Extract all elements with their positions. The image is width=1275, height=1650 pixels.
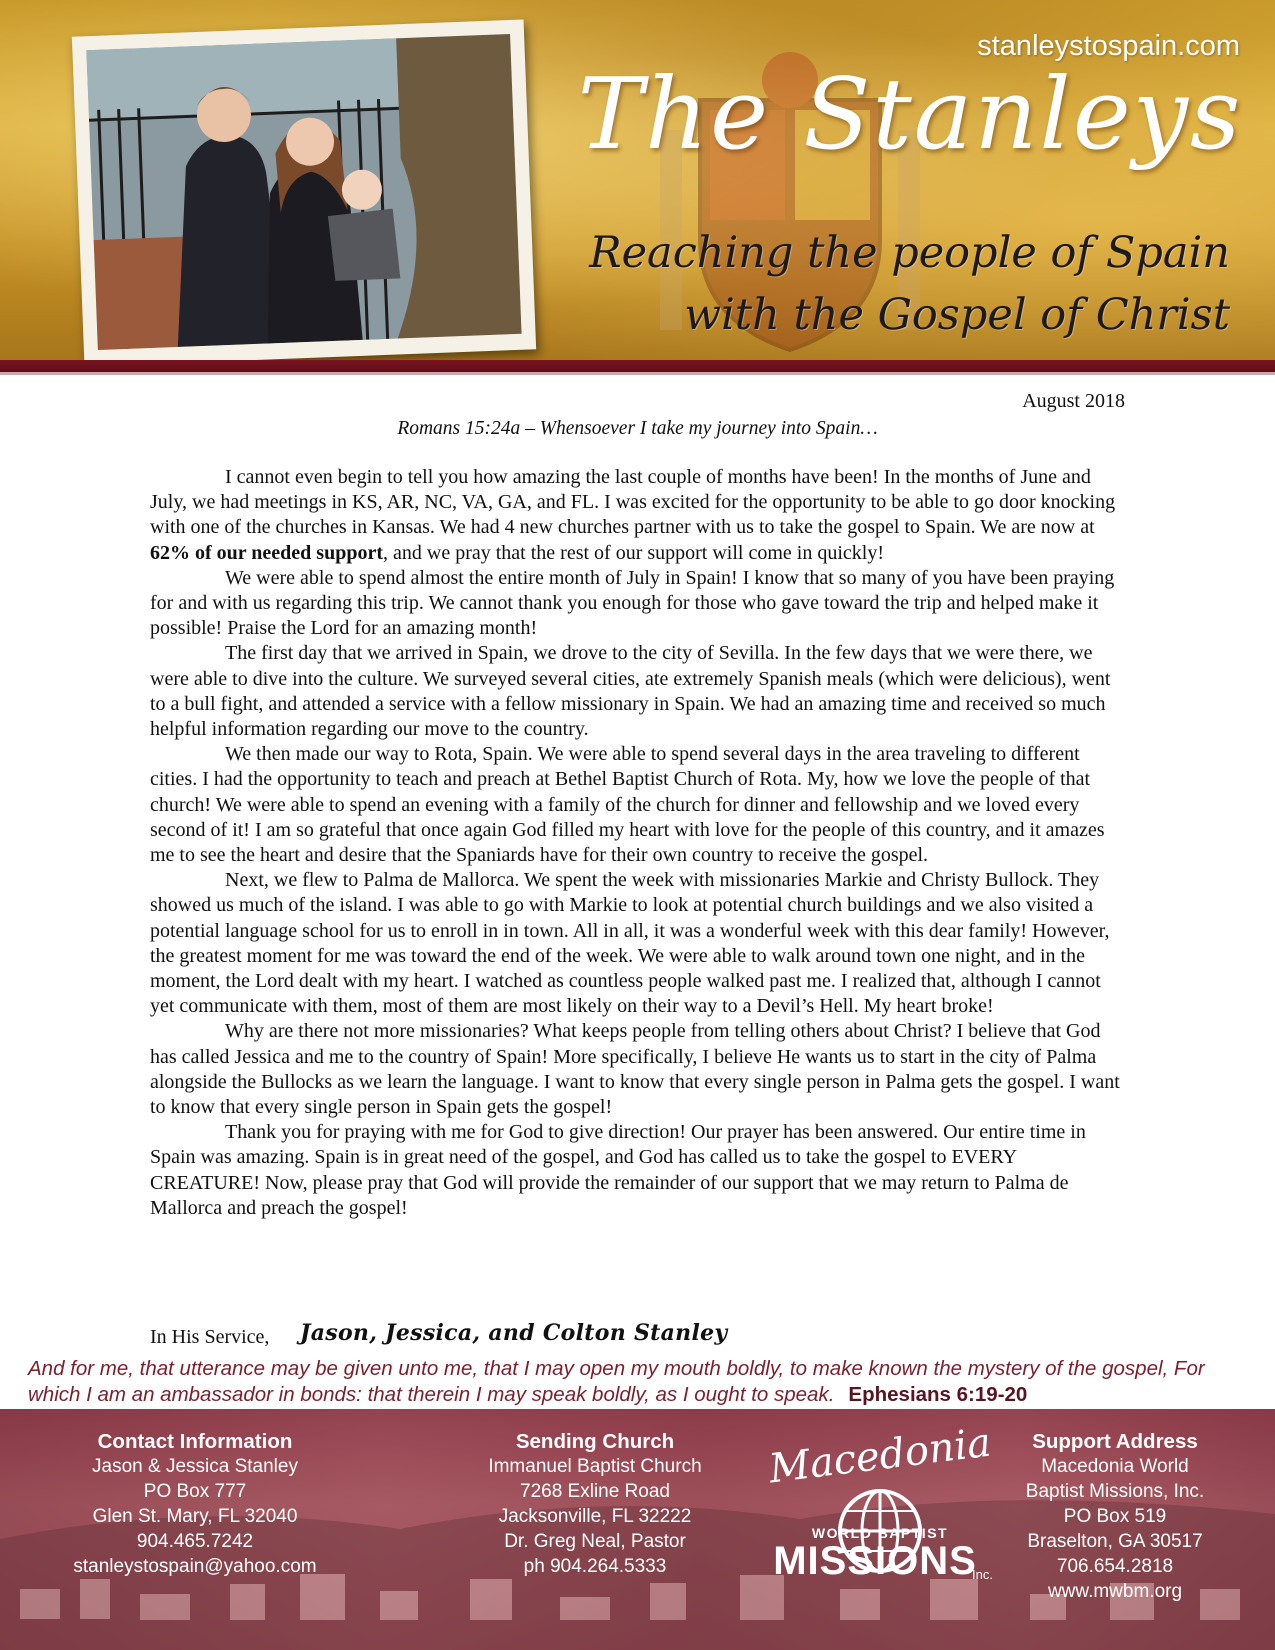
support-org-line-2: Baptist Missions, Inc. [1025, 1481, 1205, 1502]
logo-subtitle: WORLD BAPTIST [811, 1525, 949, 1541]
paragraph-7: Thank you for praying with me for God to give direction! Our prayer has been answered. Our entire time in Spain was amazing. Spain is in great need of the gospel, and God has called us to take the gospel to EVERY CREATURE! Now, please pray that God will provide the remainder of our support that we may return to Palma de Mallorca and preach the gospel! [150, 1121, 1086, 1219]
tagline-line-1: Reaching the people of Spain [589, 228, 1230, 278]
support-heading: Support Address [1032, 1430, 1198, 1453]
signoff: In His Service, [150, 1326, 270, 1348]
signature: Jason, Jessica, and Colton Stanley [300, 1320, 728, 1346]
sending-church-street: 7268 Exline Road [520, 1481, 670, 1502]
header-banner [0, 0, 1275, 360]
header-divider-accent [0, 372, 1275, 375]
paragraph-4: We then made our way to Rota, Spain. We were able to spend several days in the area traveling to different cities. I had the opportunity to teach and preach at Bethel Baptist Church of Rota. My, how we love the people of that church! We were able to spend an evening with a family of the church for dinner and fellowship and we loved every second of it! I am so grateful that once again God filled my heart with love for the people of this country, and it amazes me to see the heart and desire that the Spaniards have for their own country to receive the gospel. [150, 743, 1105, 867]
footer-scripture-reference: Ephesians 6:19-20 [848, 1383, 1028, 1406]
sending-church-pastor: Dr. Greg Neal, Pastor [504, 1531, 686, 1552]
scripture-heading: Romans 15:24a – Whensoever I take my journey into Spain… [397, 418, 878, 439]
support-po-box: PO Box 519 [1063, 1506, 1167, 1527]
letter-body [150, 465, 1130, 1221]
logo-inc: Inc. [972, 1567, 993, 1582]
family-photo-image [86, 34, 521, 350]
support-city: Braselton, GA 30517 [1027, 1531, 1203, 1552]
contact-email: stanleystospain@yahoo.com [73, 1556, 317, 1577]
sending-church-phone: ph 904.264.5333 [523, 1556, 667, 1577]
support-phone: 706.654.2818 [1056, 1556, 1174, 1577]
support-website[interactable]: www.mwbm.org [1047, 1581, 1183, 1602]
header-divider [0, 360, 1275, 372]
sending-church [430, 1429, 760, 1579]
banner-title: The Stanleys [577, 58, 1243, 172]
sending-church-name: Immanuel Baptist Church [488, 1456, 702, 1477]
contact-name: Jason & Jessica Stanley [92, 1456, 298, 1477]
contact-phone: 904.465.7242 [136, 1531, 254, 1552]
contact-po-box: PO Box 777 [143, 1481, 247, 1502]
contact-city: Glen St. Mary, FL 32040 [92, 1506, 298, 1527]
paragraph-5: Next, we flew to Palma de Mallorca. We spent the week with missionaries Markie and Christy Bullock. They showed us much of the island. I was able to go with Markie to look at potential church buildings and we also visited a potential language school for us to enroll in in town. All in all, it was a wonderful week with this dear family! However, the greatest moment for me was toward the end of the week. We were able to walk around town one night, and in the moment, the Lord dealt with my heart. I watched as countless people walked past me. I realized that, although I cannot yet communicate with them, most of them are most likely on their way to a Devil’s Hell. My heart broke! [150, 869, 1110, 1018]
logo-script-text: Macedonia [766, 1419, 994, 1493]
sending-church-city: Jacksonville, FL 32222 [498, 1506, 692, 1527]
paragraph-3: The first day that we arrived in Spain, we drove to the city of Sevilla. In the few days that we were there, we were able to dive into the culture. We surveyed several cities, ate extremely Spanish meals (which were delicious), went to a bull fight, and attended a service with a fellow missionary in Spain. We had an amazing time and received so much helpful information regarding our move to the country. [150, 642, 1111, 741]
logo-missions-word: MISSIONS [773, 1539, 977, 1583]
support-org-line-1: Macedonia World [1041, 1456, 1189, 1477]
footer-scripture-text: And for me, that utterance may be given unto me, that I may open my mouth boldly, to make known the mystery of the gospel, For which I am an ambassador in bonds: that therein I may speak boldly, as I ought to speak. [28, 1357, 1205, 1406]
footer-scripture [28, 1356, 1248, 1408]
letter-date: August 2018 [1022, 390, 1125, 412]
family-photo [72, 19, 536, 360]
support-address [995, 1429, 1235, 1604]
contact-heading: Contact Information [97, 1430, 293, 1453]
tagline-line-2: with the Gospel of Christ [684, 290, 1230, 340]
paragraph-2: We were able to spend almost the entire month of July in Spain! I know that so many of you have been praying for and with us regarding this trip. We cannot thank you enough for those who gave toward the trip and helped make it possible! Praise the Lord for an amazing month! [150, 566, 1115, 640]
paragraph-1: I cannot even begin to tell you how amazing the last couple of months have been! In the months of June and July, we had meetings in KS, AR, NC, VA, GA, and FL. I was excited for the opportunity to be able to go door knocking with one of the churches in Kansas. We had 4 new churches partner with us to take the gospel to Spain. We are now at 62% of our needed support, and we pray that the rest of our support will come in quickly! [150, 466, 1116, 564]
macedonia-missions-logo [760, 1409, 1000, 1629]
paragraph-6: Why are there not more missionaries? What keeps people from telling others about Christ? I believe that God has called Jessica and me to the country of Spain! More specifically, I believe He wants us to start in the city of Palma alongside the Bullocks as we learn the language. I want to know that every single person in Palma gets the gospel. I want to know that every single person in Spain gets the gospel! [150, 1020, 1120, 1119]
support-percentage: 62% of our needed support [150, 541, 383, 564]
website-url: stanleystospain.com [977, 30, 1240, 62]
contact-information [40, 1429, 350, 1579]
footer-contact-band [0, 1409, 1275, 1650]
sending-church-heading: Sending Church [515, 1430, 675, 1453]
